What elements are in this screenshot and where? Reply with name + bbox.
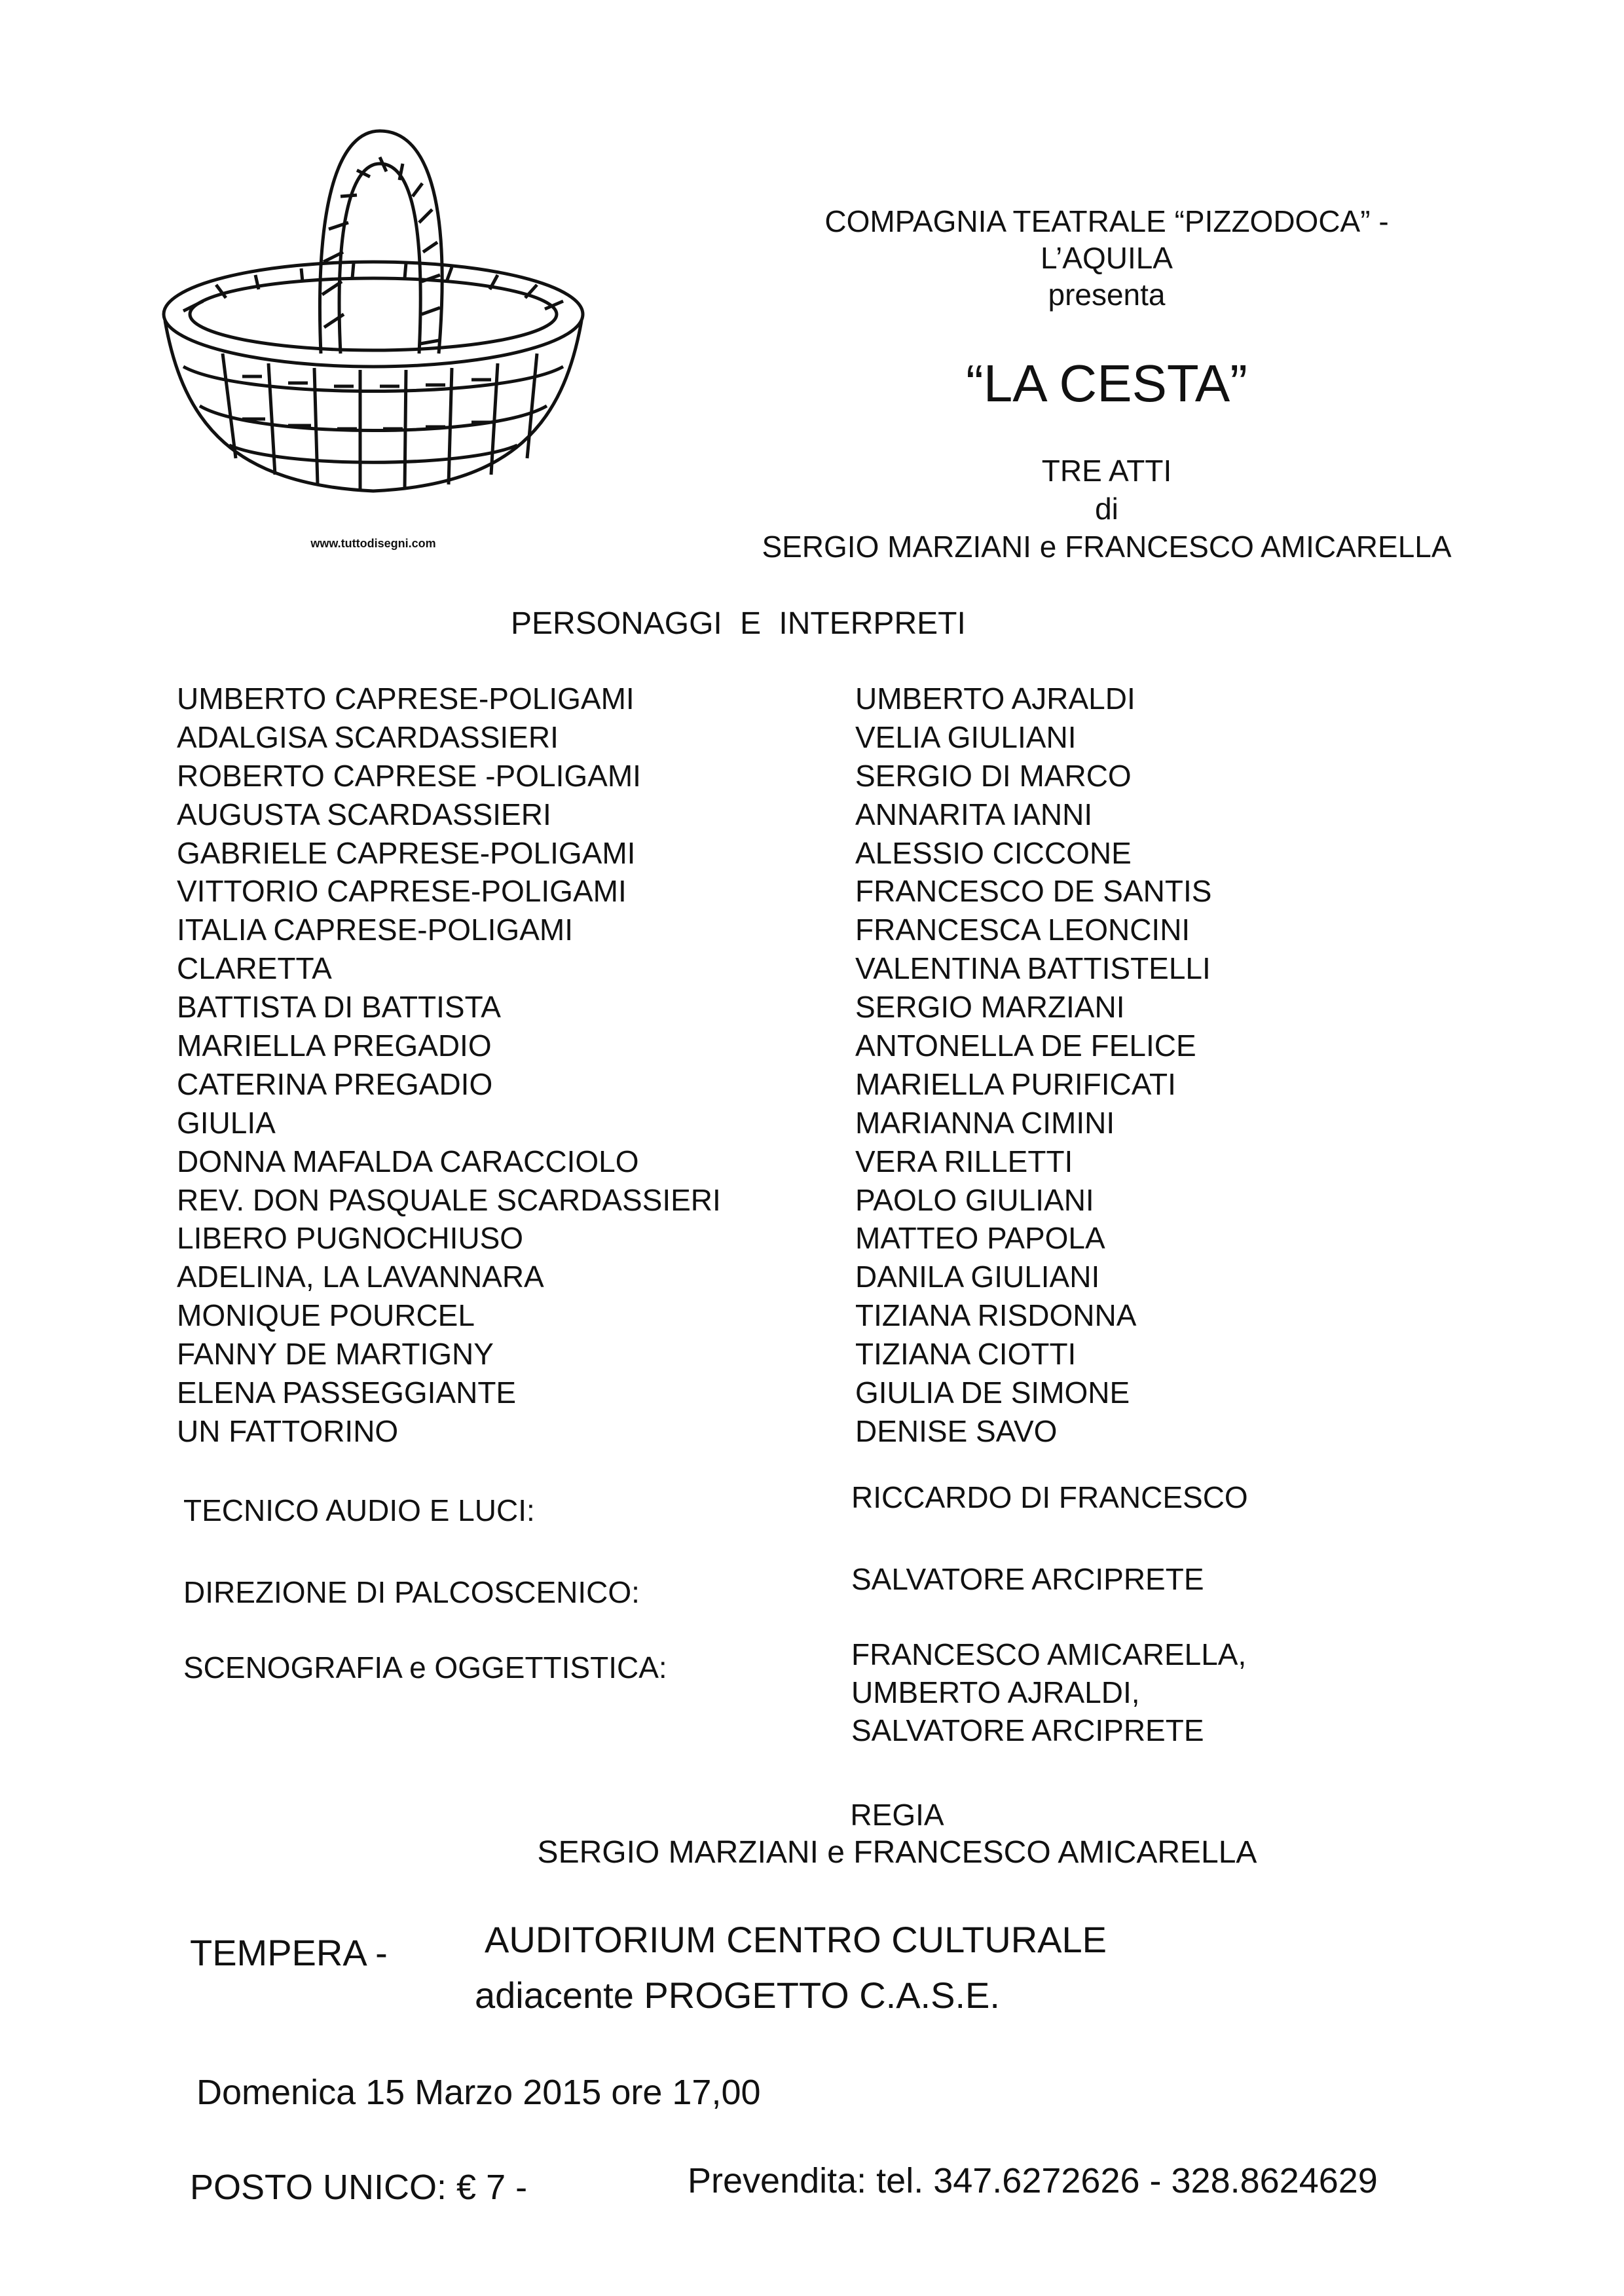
cast-actor: VELIA GIULIANI [855, 720, 1077, 754]
cast-actor: FRANCESCA LEONCINI [855, 913, 1190, 947]
play-title: “LA CESTA” [966, 354, 1247, 412]
crew-name: FRANCESCO AMICARELLA, [851, 1637, 1247, 1671]
cast-row [177, 1182, 1460, 1221]
crew-label: DIREZIONE DI PALCOSCENICO: [183, 1575, 640, 1609]
cast-row [177, 873, 1460, 912]
regia-names: SERGIO MARZIANI e FRANCESCO AMICARELLA [537, 1835, 1257, 1870]
cast-role: BATTISTA DI BATTISTA [177, 990, 501, 1025]
cast-role: MARIELLA PREGADIO [177, 1029, 492, 1063]
company-header [773, 203, 1441, 313]
cast-role: AUGUSTA SCARDASSIERI [177, 797, 551, 831]
play-subtitle [688, 452, 1526, 566]
cast-role: LIBERO PUGNOCHIUSO [177, 1221, 524, 1256]
cast-role: ADALGISA SCARDASSIERI [177, 720, 559, 754]
crew-name: UMBERTO AJRALDI, [851, 1675, 1140, 1709]
crew-value [851, 1560, 1204, 1598]
presents-text: presenta [1048, 278, 1166, 312]
ticket-price: POSTO UNICO: € 7 - [190, 2168, 528, 2207]
cast-role: UMBERTO CAPRESE-POLIGAMI [177, 682, 635, 716]
cast-role: CATERINA PREGADIO [177, 1066, 493, 1101]
cast-row [177, 1298, 1460, 1336]
basket-illustration [144, 118, 602, 550]
venue-name: AUDITORIUM CENTRO CULTURALE [485, 1919, 1107, 1960]
cast-row [177, 797, 1460, 835]
cast-actor: ANTONELLA DE FELICE [855, 1029, 1196, 1063]
cast-actor: SERGIO MARZIANI [855, 990, 1125, 1025]
cast-row [177, 1413, 1460, 1452]
cast-row [177, 1066, 1460, 1105]
cast-role: REV. DON PASQUALE SCARDASSIERI [177, 1182, 721, 1217]
cast-actor: TIZIANA RISDONNA [855, 1298, 1137, 1333]
cast-role: ELENA PASSEGGIANTE [177, 1376, 517, 1410]
cast-role: FANNY DE MARTIGNY [177, 1337, 494, 1372]
basket-icon [144, 118, 602, 524]
cast-row [177, 1105, 1460, 1144]
cast-role: ROBERTO CAPRESE -POLIGAMI [177, 758, 641, 793]
cast-actor: UMBERTO AJRALDI [855, 682, 1135, 716]
cast-actor: ALESSIO CICCONE [855, 835, 1132, 870]
cast-row [177, 989, 1460, 1028]
cast-row [177, 1375, 1460, 1413]
venue-label: TEMPERA - [190, 1932, 388, 1973]
illustration-credit: www.tuttodisegni.com [310, 537, 436, 550]
cast-role: GABRIELE CAPRESE-POLIGAMI [177, 835, 636, 870]
crew-value [851, 1635, 1246, 1749]
crew-value [851, 1478, 1248, 1516]
cast-actor: MATTEO PAPOLA [855, 1221, 1105, 1256]
cast-role: DONNA MAFALDA CARACCIOLO [177, 1144, 639, 1178]
cast-actor: GIULIA DE SIMONE [855, 1376, 1130, 1410]
crew-label: SCENOGRAFIA e OGGETTISTICA: [183, 1650, 667, 1685]
venue-note: adiacente PROGETTO C.A.S.E. [475, 1975, 1000, 2016]
cast-actor: TIZIANA CIOTTI [855, 1337, 1077, 1372]
cast-role: UN FATTORINO [177, 1413, 399, 1448]
cast-role: VITTORIO CAPRESE-POLIGAMI [177, 874, 627, 909]
crew-name: SALVATORE ARCIPRETE [851, 1562, 1204, 1596]
cast-row [177, 1259, 1460, 1298]
by-text: di [1095, 492, 1118, 526]
acts-text: TRE ATTI [1041, 454, 1172, 488]
cast-role: MONIQUE POURCEL [177, 1298, 475, 1333]
cast-role: GIULIA [177, 1105, 276, 1140]
crew-label: TECNICO AUDIO E LUCI: [183, 1493, 535, 1527]
cast-row [177, 912, 1460, 951]
cast-actor: VERA RILLETTI [855, 1144, 1073, 1178]
cast-row [177, 1028, 1460, 1066]
cast-actor: MARIANNA CIMINI [855, 1105, 1115, 1140]
cast-row [177, 835, 1460, 874]
cast-actor: DANILA GIULIANI [855, 1260, 1100, 1294]
regia-label: REGIA [850, 1798, 944, 1832]
cast-actor: VALENTINA BATTISTELLI [855, 951, 1211, 986]
cast-actor: PAOLO GIULIANI [855, 1182, 1094, 1217]
cast-actor: ANNARITA IANNI [855, 797, 1093, 831]
event-date: Domenica 15 Marzo 2015 ore 17,00 [196, 2073, 761, 2112]
cast-row [177, 1336, 1460, 1375]
cast-list [177, 681, 1460, 1452]
cast-header: PERSONAGGI E INTERPRETI [511, 606, 966, 641]
cast-actor: DENISE SAVO [855, 1413, 1058, 1448]
cast-actor: SERGIO DI MARCO [855, 758, 1132, 793]
cast-row [177, 1144, 1460, 1182]
presale-info: Prevendita: tel. 347.6272626 - 328.8624629 [688, 2161, 1378, 2200]
cast-row [177, 1220, 1460, 1259]
cast-row [177, 758, 1460, 797]
cast-row [177, 951, 1460, 989]
company-name: COMPAGNIA TEATRALE “PIZZODOCA” - [824, 204, 1389, 238]
cast-actor: FRANCESCO DE SANTIS [855, 874, 1212, 909]
crew-name: RICCARDO DI FRANCESCO [851, 1480, 1248, 1514]
cast-actor: MARIELLA PURIFICATI [855, 1066, 1176, 1101]
cast-row [177, 720, 1460, 758]
cast-role: ITALIA CAPRESE-POLIGAMI [177, 913, 573, 947]
authors-text: SERGIO MARZIANI e FRANCESCO AMICARELLA [762, 530, 1452, 564]
cast-role: CLARETTA [177, 951, 332, 986]
company-city: L’AQUILA [1041, 241, 1173, 275]
cast-role: ADELINA, LA LAVANNARA [177, 1260, 544, 1294]
cast-row [177, 681, 1460, 720]
crew-name: SALVATORE ARCIPRETE [851, 1713, 1204, 1747]
